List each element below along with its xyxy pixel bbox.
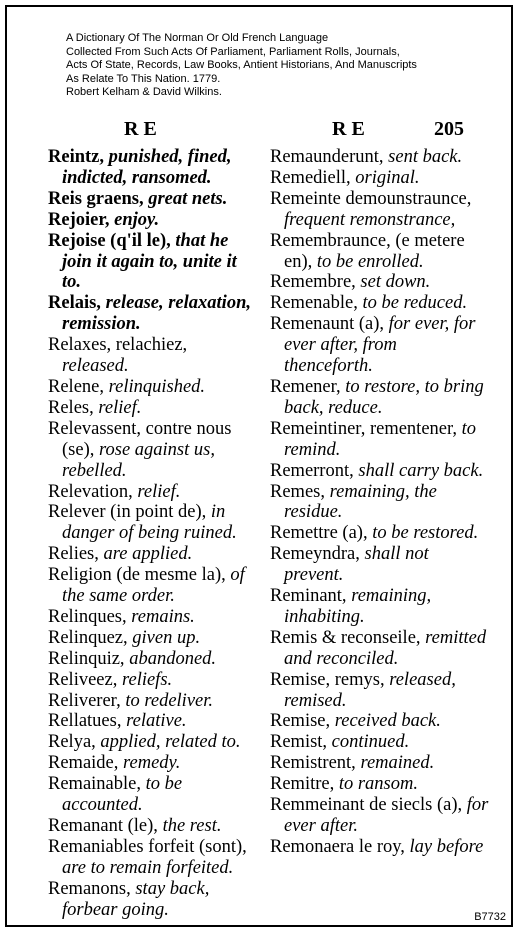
dictionary-entry xyxy=(270,523,490,544)
headword: Reles, xyxy=(48,397,94,418)
dictionary-entry xyxy=(48,628,258,649)
definition: relief. xyxy=(98,397,142,418)
dictionary-entry xyxy=(270,670,490,712)
definition: for ever after. xyxy=(284,795,489,836)
plate-id: B7732 xyxy=(474,911,506,923)
headword: Reliveez, xyxy=(48,669,118,690)
dictionary-entry xyxy=(270,774,490,795)
definition: frequent remonstrance, xyxy=(284,209,456,230)
dictionary-entry xyxy=(48,231,258,294)
dictionary-entry xyxy=(48,147,258,189)
dictionary-entry xyxy=(270,795,490,837)
headword: Relinquez, xyxy=(48,627,128,648)
headword: Relene, xyxy=(48,376,104,397)
dictionary-entry xyxy=(270,377,490,419)
dictionary-entry xyxy=(270,711,490,732)
dictionary-entry xyxy=(270,168,490,189)
headword: Remes, xyxy=(270,481,325,502)
headword: Relinques, xyxy=(48,606,127,627)
definition: original. xyxy=(355,167,420,188)
definition: to remind. xyxy=(284,418,477,460)
definition: remaining, the residue. xyxy=(284,481,437,523)
dictionary-entry xyxy=(48,711,258,732)
dictionary-entry xyxy=(48,398,258,419)
headword: Remenaunt (a), xyxy=(270,314,385,335)
headword: Remenable, xyxy=(270,293,358,314)
dictionary-entry xyxy=(48,502,258,544)
definition: great nets. xyxy=(148,188,228,209)
dictionary-entry xyxy=(48,565,258,607)
headword: Relya, xyxy=(48,732,96,753)
right-column xyxy=(270,147,490,858)
dictionary-entry xyxy=(270,231,490,273)
dictionary-entry xyxy=(48,377,258,398)
headword: Relevassent, contre nous (se), xyxy=(48,418,232,460)
dictionary-entry xyxy=(270,419,490,461)
dictionary-entry xyxy=(270,293,490,314)
definition: abandoned. xyxy=(129,648,217,669)
dictionary-entry xyxy=(270,732,490,753)
headword: Remediell, xyxy=(270,167,351,188)
running-head-right: R E xyxy=(332,118,365,140)
definition: are to remain forfeited. xyxy=(62,857,234,878)
dictionary-entry xyxy=(270,586,490,628)
definition: sent back. xyxy=(388,147,463,167)
citation-line: A Dictionary Of The Norman Or Old French Language xyxy=(66,32,329,44)
dictionary-entry xyxy=(270,544,490,586)
headword: Reis graens, xyxy=(48,188,144,209)
definition: given up. xyxy=(132,627,201,648)
dictionary-entry xyxy=(48,607,258,628)
headword: Relaxes, relachiez, xyxy=(48,335,188,356)
dictionary-entry xyxy=(48,837,258,879)
definition: of the same order. xyxy=(62,565,245,607)
citation-line: Collected From Such Acts Of Parliament, Parliament Rolls, Journals, xyxy=(66,45,400,58)
dictionary-entry xyxy=(270,837,490,858)
headword: Remaunderunt, xyxy=(270,147,384,167)
definition: applied, related to. xyxy=(100,732,241,753)
definition: continued. xyxy=(331,732,410,753)
definition: released, remised. xyxy=(284,669,456,711)
definition: to be restored. xyxy=(372,523,479,544)
dictionary-entry xyxy=(48,879,258,921)
left-column xyxy=(48,147,258,921)
definition: set down. xyxy=(360,272,431,293)
definition: released. xyxy=(62,356,129,377)
headword: Remainable, xyxy=(48,774,141,795)
definition: stay back, forbear going. xyxy=(62,878,210,920)
headword: Remmeinant de siecls (a), xyxy=(270,795,463,816)
headword: Remeintiner, rementener, xyxy=(270,418,458,439)
dictionary-entry xyxy=(48,335,258,377)
citation-line: As Relate To This Nation. 1779. xyxy=(66,72,221,85)
definition: remained. xyxy=(360,753,435,774)
headword: Remerront, xyxy=(270,460,354,481)
dictionary-entry xyxy=(48,482,258,503)
dictionary-entry xyxy=(48,189,258,210)
dictionary-entry xyxy=(270,482,490,524)
definition: release, relaxation, remission. xyxy=(62,293,251,335)
definition: shall carry back. xyxy=(358,460,484,481)
definition: for ever, for ever after, from thenceforth. xyxy=(284,314,476,377)
headword: Remettre (a), xyxy=(270,523,368,544)
headword: Relinquiz, xyxy=(48,648,125,669)
definition: to redeliver. xyxy=(125,690,214,711)
source-citation xyxy=(66,32,466,100)
definition: relative. xyxy=(126,711,187,732)
headword: Relever (in point de), xyxy=(48,502,207,523)
headword: Remistrent, xyxy=(270,753,356,774)
dictionary-entry xyxy=(270,314,490,377)
headword: Rellatues, xyxy=(48,711,122,732)
headword: Remitre, xyxy=(270,774,335,795)
definition: relinquished. xyxy=(108,376,206,397)
dictionary-entry xyxy=(48,544,258,565)
dictionary-entry xyxy=(270,461,490,482)
page-number: 205 xyxy=(434,118,464,140)
dictionary-entry xyxy=(48,293,258,335)
headword: Reintz, xyxy=(48,147,104,167)
headword: Remeyndra, xyxy=(270,544,360,565)
headword: Remanons, xyxy=(48,878,131,899)
headword: Remise, remys, xyxy=(270,669,385,690)
dictionary-entry xyxy=(48,670,258,691)
citation-line: Robert Kelham & David Wilkins. xyxy=(66,86,222,99)
dictionary-entry xyxy=(48,774,258,816)
definition: to be reduced. xyxy=(362,293,468,314)
headword: Remembre, xyxy=(270,272,356,293)
headword: Relevation, xyxy=(48,481,133,502)
definition: remains. xyxy=(131,606,195,627)
definition: reliefs. xyxy=(121,669,173,690)
definition: that he join it again to, unite it to. xyxy=(62,230,237,293)
headword: Remist, xyxy=(270,732,328,753)
definition: relief. xyxy=(137,481,181,502)
definition: in danger of being ruined. xyxy=(62,502,237,544)
citation-line: Acts Of State, Records, Law Books, Antient Historians, And Manuscripts xyxy=(66,59,417,72)
definition: remaining, inhabiting. xyxy=(284,586,432,627)
headword: Reminant, xyxy=(270,586,347,607)
definition: remitted and reconciled. xyxy=(284,627,487,669)
headword: Remis & reconseile, xyxy=(270,627,421,648)
definition: the rest. xyxy=(162,816,222,836)
dictionary-entry xyxy=(48,691,258,712)
dictionary-entry xyxy=(48,753,258,774)
headword: Relies, xyxy=(48,544,99,565)
headword: Remembraunce, (e metere en), xyxy=(270,230,465,272)
headword: Remonaera le roy, xyxy=(270,836,405,857)
definition: shall not prevent. xyxy=(284,544,429,586)
headword: Remener, xyxy=(270,376,341,397)
headword: Remaniables forfeit (sont), xyxy=(48,836,247,857)
dictionary-entry xyxy=(48,210,258,231)
dictionary-entry xyxy=(48,649,258,670)
headword: Remeinte demounstraunce, xyxy=(270,188,472,209)
headword: Remaide, xyxy=(48,753,119,774)
definition: rose against us, rebelled. xyxy=(62,439,215,481)
dictionary-entry xyxy=(270,753,490,774)
headword: Reliverer, xyxy=(48,690,121,711)
dictionary-entry xyxy=(270,628,490,670)
headword: Relais, xyxy=(48,293,101,314)
headword: Rejoier, xyxy=(48,209,110,230)
headword: Rejoise (q'il le), xyxy=(48,230,171,251)
definition: to restore, to bring back, reduce. xyxy=(284,376,484,418)
definition: remedy. xyxy=(123,753,181,774)
headword: Remanant (le), xyxy=(48,816,158,836)
headword: Religion (de mesme la), xyxy=(48,565,226,586)
definition: enjoy. xyxy=(114,209,160,230)
definition: received back. xyxy=(334,711,441,732)
dictionary-entry xyxy=(48,816,258,837)
dictionary-entry xyxy=(48,732,258,753)
dictionary-entry xyxy=(270,147,490,168)
dictionary-entry xyxy=(270,189,490,231)
running-head-left: R E xyxy=(124,118,157,140)
dictionary-entry xyxy=(270,272,490,293)
headword: Remise, xyxy=(270,711,331,732)
definition: lay before xyxy=(409,836,484,857)
definition: to be enrolled. xyxy=(316,251,424,272)
definition: to ransom. xyxy=(338,774,418,795)
definition: punished, fined, indicted, ransomed. xyxy=(62,147,232,188)
definition: are applied. xyxy=(103,544,193,565)
definition: to be accounted. xyxy=(62,774,183,816)
dictionary-entry xyxy=(48,419,258,482)
